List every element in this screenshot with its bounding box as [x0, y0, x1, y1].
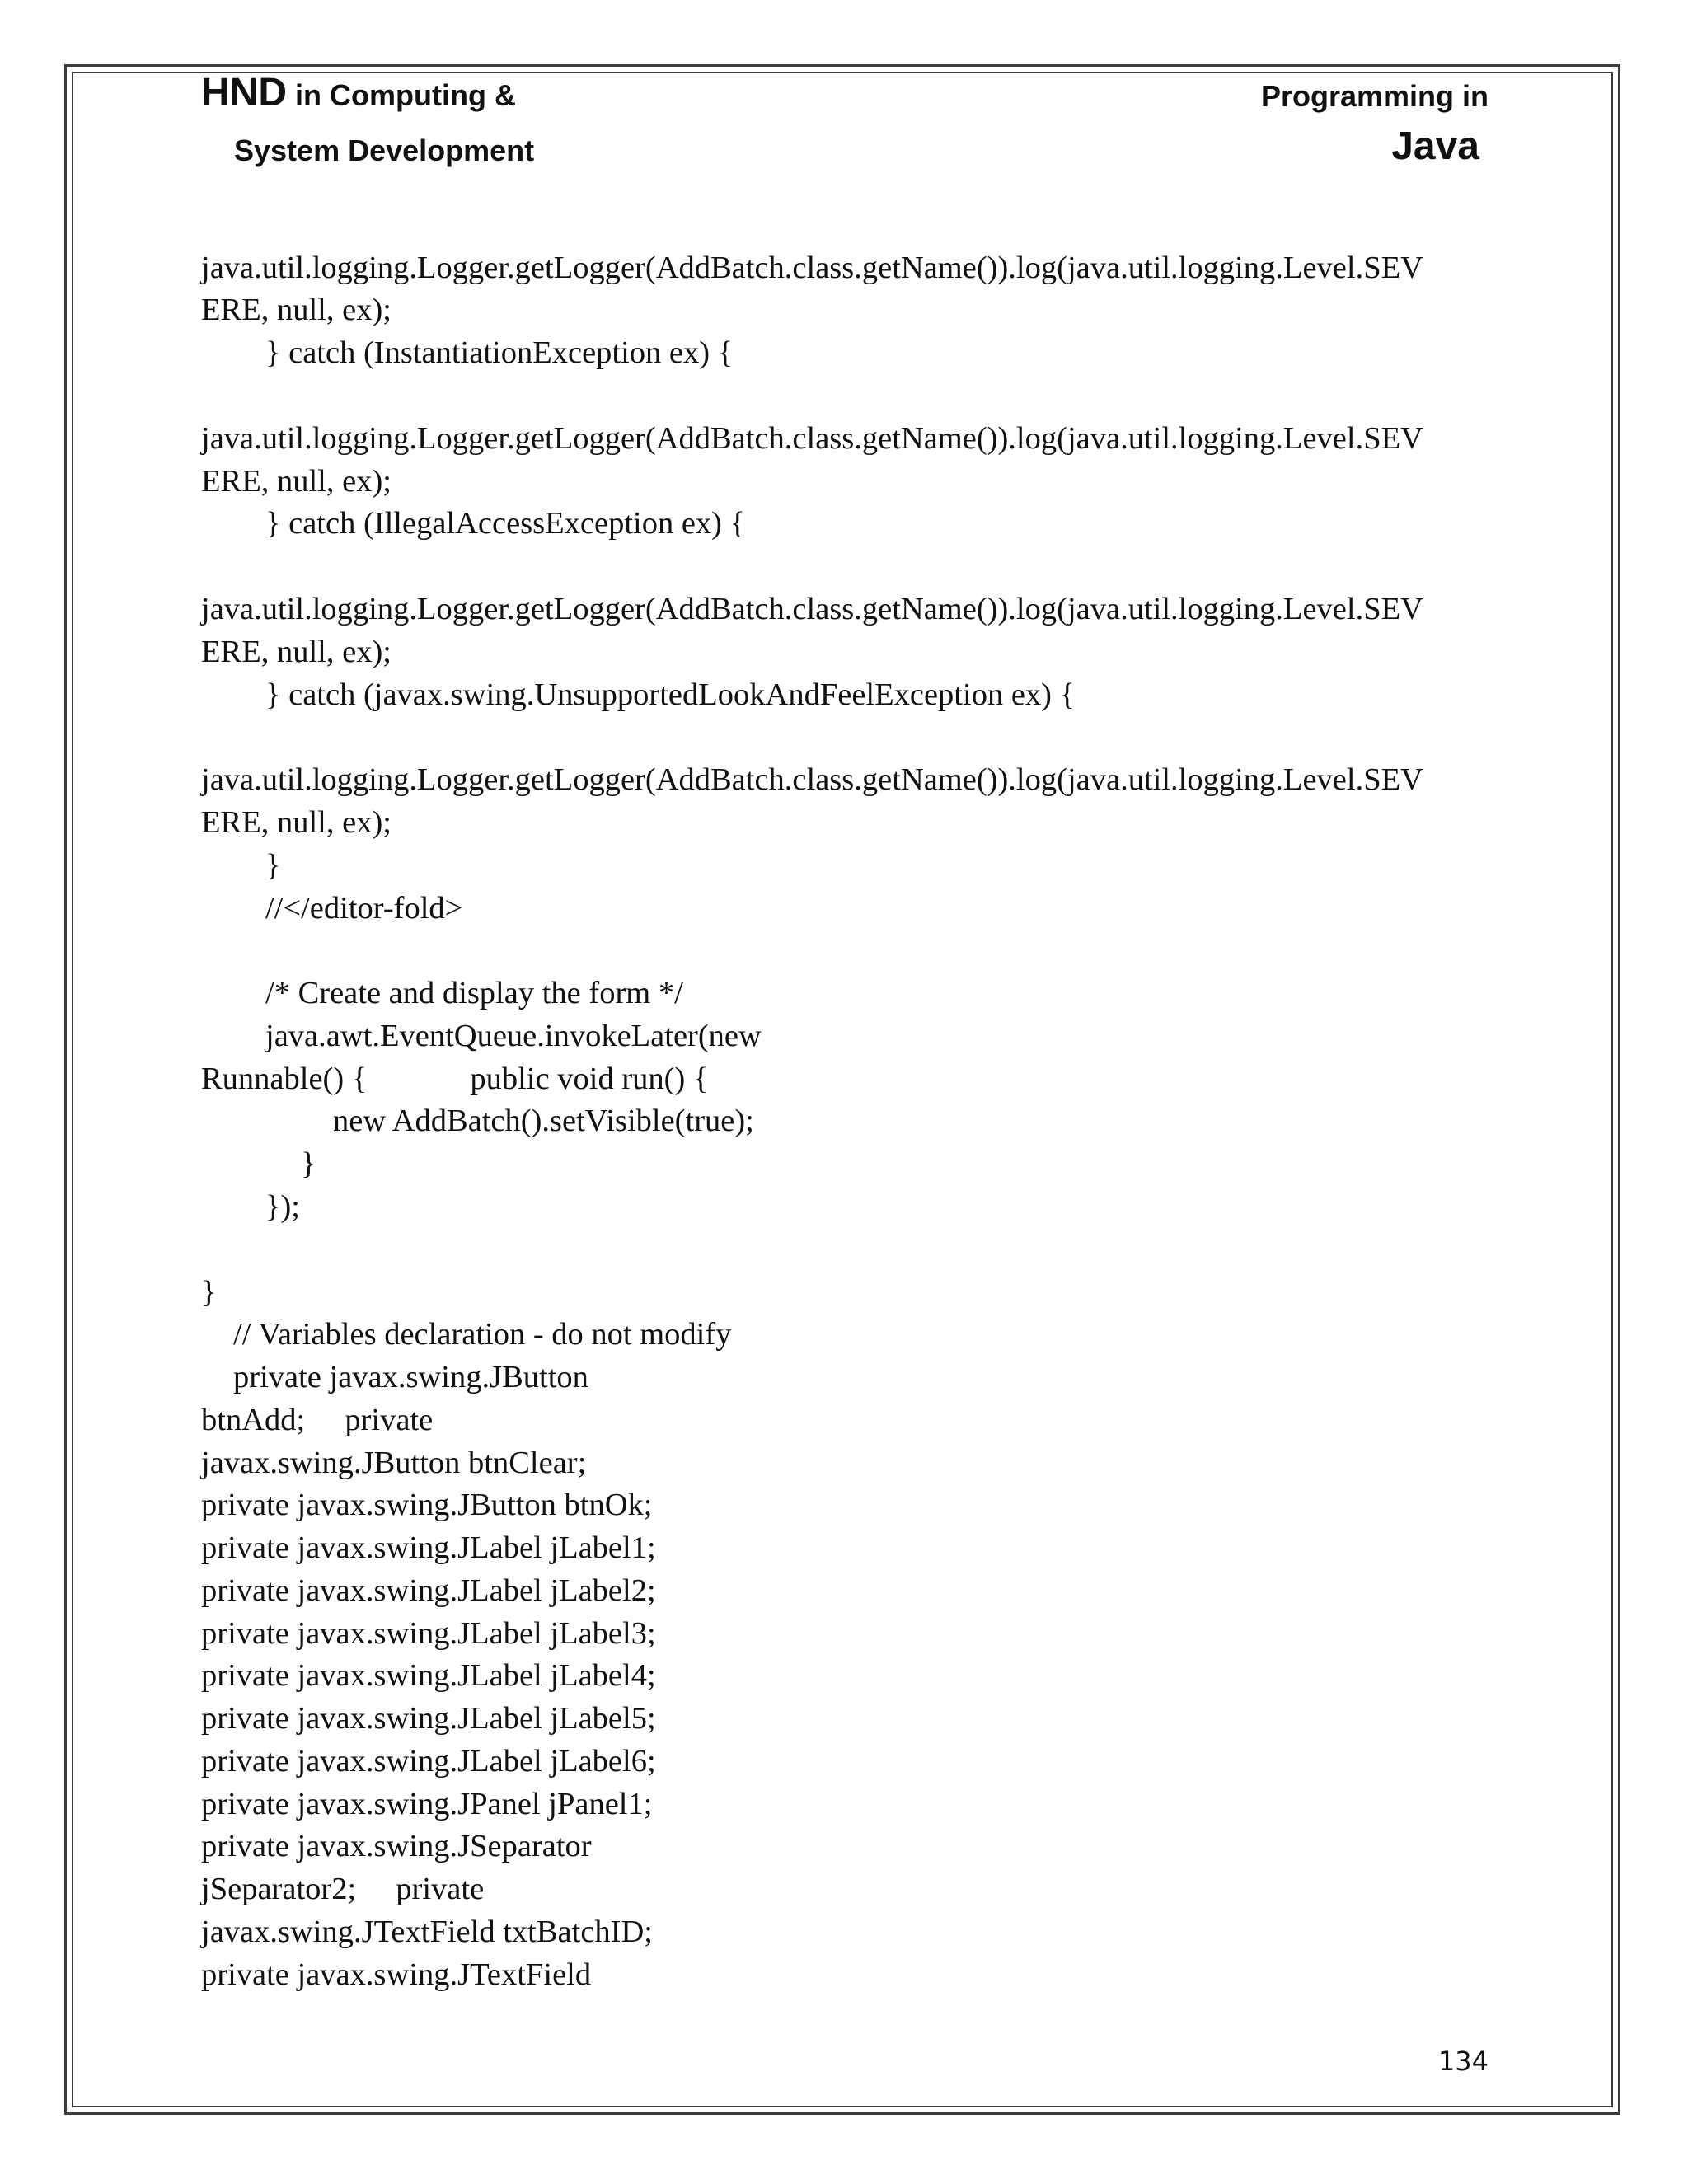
code-line: } catch (IllegalAccessException ex) { [265, 506, 746, 541]
header-programming-in: Programming in [1260, 79, 1489, 113]
code-line: private javax.swing.JLabel jLabel2; [201, 1573, 656, 1608]
code-line: private javax.swing.JButton [233, 1360, 588, 1394]
code-line: private javax.swing.JPanel jPanel1; [201, 1787, 653, 1821]
header-system-development: System Development [234, 134, 535, 167]
code-line: //</editor-fold> [265, 891, 463, 926]
code-line: ERE, null, ex); [201, 464, 392, 499]
code-line: } catch (InstantiationException ex) { [265, 335, 734, 370]
code-line: private javax.swing.JTextField [201, 1957, 592, 1992]
code-line: private javax.swing.JButton btnOk; [201, 1488, 653, 1522]
code-line: jSeparator2; private [201, 1872, 485, 1906]
code-line: btnAdd; private [201, 1403, 434, 1437]
code-line: } [201, 1275, 217, 1310]
header-java: Java [1391, 124, 1479, 168]
code-line: private javax.swing.JLabel jLabel5; [201, 1701, 656, 1736]
code-line: java.awt.EventQueue.invokeLater(new [265, 1019, 762, 1053]
code-line: private javax.swing.JLabel jLabel4; [201, 1658, 656, 1693]
code-line: /* Create and display the form */ [265, 976, 683, 1010]
header-hnd: HND [201, 71, 287, 115]
code-line: ERE, null, ex); [201, 805, 392, 840]
code-line: ERE, null, ex); [201, 293, 392, 327]
code-line: javax.swing.JButton btnClear; [201, 1446, 587, 1480]
code-line: ERE, null, ex); [201, 635, 392, 669]
code-line: // Variables declaration - do not modify [233, 1317, 732, 1352]
code-line: } [265, 848, 281, 883]
code-line: }); [265, 1189, 300, 1224]
code-line: java.util.logging.Logger.getLogger(AddBatch.class.getName()).log(java.util.logging.Level.SEV [201, 251, 1423, 285]
code-line: private javax.swing.JLabel jLabel3; [201, 1616, 656, 1651]
header-in-computing: in Computing & [295, 78, 516, 112]
code-line: java.util.logging.Logger.getLogger(AddBatch.class.getName()).log(java.util.logging.Level.SEV [201, 762, 1423, 797]
code-line: } [301, 1146, 316, 1181]
code-line: java.util.logging.Logger.getLogger(AddBatch.class.getName()).log(java.util.logging.Level.SEV [201, 592, 1423, 626]
code-line: } catch (javax.swing.UnsupportedLookAndFeelException ex) { [265, 677, 1076, 712]
page-number: 134 [1437, 2046, 1489, 2077]
code-line: new AddBatch().setVisible(true); [333, 1104, 754, 1138]
code-line: javax.swing.JTextField txtBatchID; [201, 1915, 653, 1949]
code-line: private javax.swing.JSeparator [201, 1829, 592, 1863]
code-line: java.util.logging.Logger.getLogger(AddBatch.class.getName()).log(java.util.logging.Level.SEV [201, 421, 1423, 456]
code-line: Runnable() { public void run() { [201, 1062, 709, 1096]
code-line: private javax.swing.JLabel jLabel1; [201, 1530, 656, 1565]
code-line: private javax.swing.JLabel jLabel6; [201, 1744, 656, 1779]
